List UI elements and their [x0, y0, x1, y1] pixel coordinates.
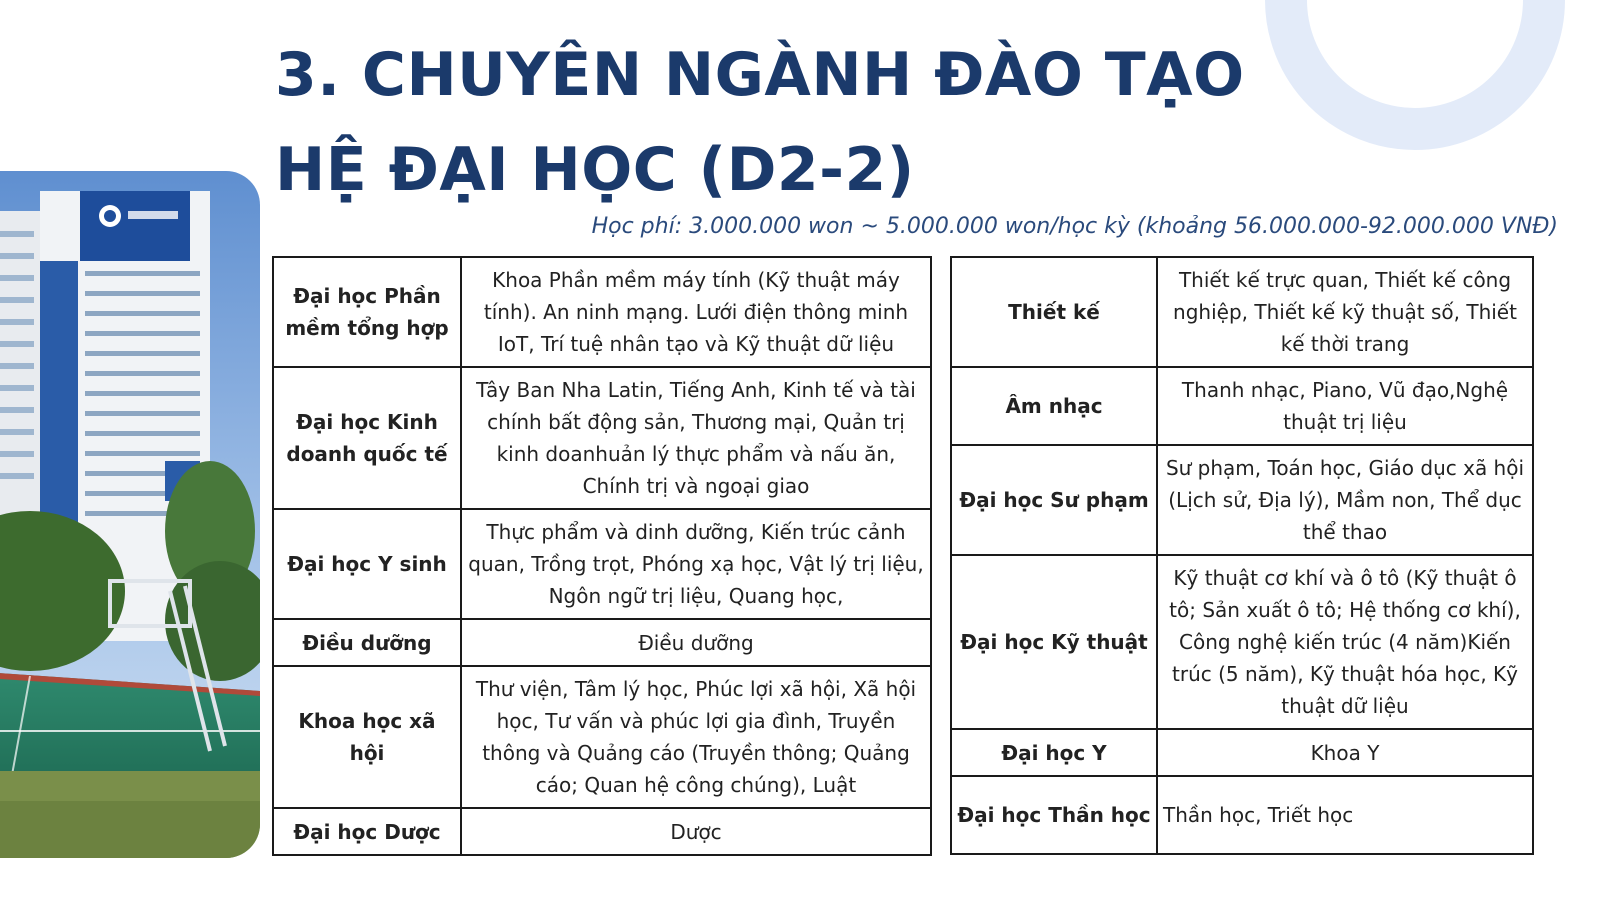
college-name: Đại học Sư phạm	[951, 445, 1157, 555]
college-majors: Kỹ thuật cơ khí và ô tô (Kỹ thuật ô tô; Sản xuất ô tô; Hệ thống cơ khí), Công nghệ kiến trúc (4 năm)Kiến trúc (5 năm), Kỹ thuật hóa học, Kỹ thuật dữ liệu	[1157, 555, 1533, 729]
college-majors: Dược	[461, 808, 931, 855]
table-row	[273, 666, 931, 808]
college-majors: Sư phạm, Toán học, Giáo dục xã hội (Lịch sử, Địa lý), Mầm non, Thể dục thể thao	[1157, 445, 1533, 555]
college-majors: Thư viện, Tâm lý học, Phúc lợi xã hội, Xã hội học, Tư vấn và phúc lợi gia đình, Truyền thông và Quảng cáo (Truyền thông; Quảng cáo; Quan hệ công chúng), Luật	[461, 666, 931, 808]
college-majors: Thần học, Triết học	[1157, 776, 1533, 854]
table-row	[951, 367, 1533, 445]
college-name: Đại học Thần học	[951, 776, 1157, 854]
college-majors: Khoa Y	[1157, 729, 1533, 776]
college-majors: Khoa Phần mềm máy tính (Kỹ thuật máy tính). An ninh mạng. Lưới điện thông minh IoT, Trí tuệ nhân tạo và Kỹ thuật dữ liệu	[461, 257, 931, 367]
table-row	[951, 257, 1533, 367]
table-row	[273, 367, 931, 509]
college-name: Đại học Y	[951, 729, 1157, 776]
college-name: Đại học Y sinh	[273, 509, 461, 619]
college-name: Âm nhạc	[951, 367, 1157, 445]
college-majors: Thanh nhạc, Piano, Vũ đạo,Nghệ thuật trị liệu	[1157, 367, 1533, 445]
college-name: Thiết kế	[951, 257, 1157, 367]
table-row	[951, 776, 1533, 854]
tuition-fee-note: Học phí: 3.000.000 won ~ 5.000.000 won/học kỳ (khoảng 56.000.000-92.000.000 VNĐ)	[591, 214, 1558, 239]
college-majors: Thực phẩm và dinh dưỡng, Kiến trúc cảnh quan, Trồng trọt, Phóng xạ học, Vật lý trị liệu, Ngôn ngữ trị liệu, Quang học,	[461, 509, 931, 619]
college-name: Đại học Dược	[273, 808, 461, 855]
college-name: Điều dưỡng	[273, 619, 461, 666]
college-majors: Thiết kế trực quan, Thiết kế công nghiệp, Thiết kế kỹ thuật số, Thiết kế thời trang	[1157, 257, 1533, 367]
table-row	[951, 555, 1533, 729]
table-row	[273, 509, 931, 619]
title-line-1: 3. CHUYÊN NGÀNH ĐÀO TẠO	[275, 40, 1245, 110]
college-name: Đại học Kinh doanh quốc tế	[273, 367, 461, 509]
majors-table-right	[950, 256, 1534, 855]
table-row	[273, 808, 931, 855]
table-row	[951, 729, 1533, 776]
college-name: Đại học Kỹ thuật	[951, 555, 1157, 729]
table-row	[273, 619, 931, 666]
page-title	[275, 28, 1375, 218]
college-majors: Tây Ban Nha Latin, Tiếng Anh, Kinh tế và tài chính bất động sản, Thương mại, Quản trị kinh doanhuản lý thực phẩm và nấu ăn, Chính trị và ngoại giao	[461, 367, 931, 509]
campus-photo	[0, 171, 260, 858]
college-name: Đại học Phần mềm tổng hợp	[273, 257, 461, 367]
college-majors: Điều dưỡng	[461, 619, 931, 666]
title-line-2: HỆ ĐẠI HỌC (D2-2)	[275, 135, 915, 205]
table-row	[951, 445, 1533, 555]
college-name: Khoa học xã hội	[273, 666, 461, 808]
table-row	[273, 257, 931, 367]
majors-table-left	[272, 256, 932, 856]
